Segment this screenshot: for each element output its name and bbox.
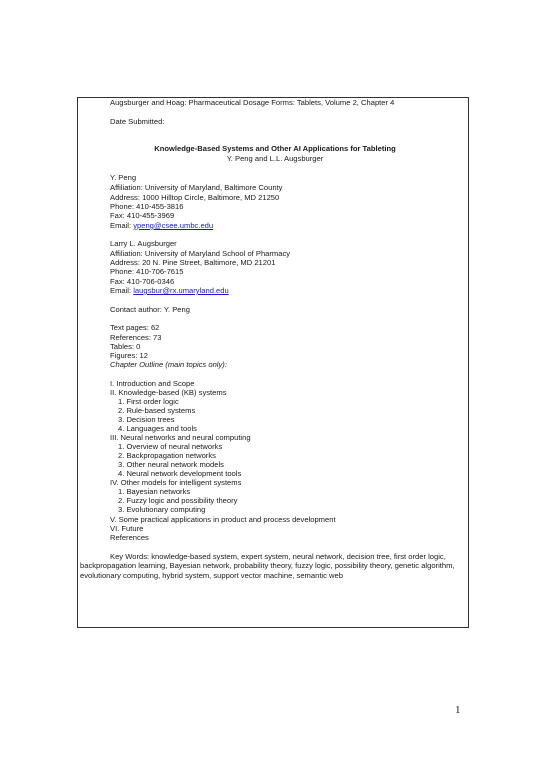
contact-author: Contact author: Y. Peng [110, 305, 190, 314]
stat-tables: Tables: 0 [110, 342, 141, 351]
outline-subsection: 2. Fuzzy logic and possibility theory [118, 496, 238, 505]
outline-section: II. Knowledge-based (KB) systems [110, 388, 227, 397]
outline-subsection: 3. Evolutionary computing [118, 505, 206, 514]
author2-address: Address: 20 N. Pine Street, Baltimore, MD 21201 [110, 258, 276, 267]
outline-subsection: 1. Overview of neural networks [118, 442, 223, 451]
page-number: 1 [455, 704, 461, 716]
outline-subsection: 3. Decision trees [118, 415, 175, 424]
outline-section: IV. Other models for intelligent systems [110, 478, 242, 487]
author1-email-line [110, 221, 213, 230]
stat-figures: Figures: 12 [110, 351, 148, 360]
outline-subsection: 3. Other neural network models [118, 460, 224, 469]
outline-section: V. Some practical applications in product and process development [110, 515, 336, 524]
outline-subsection: 4. Neural network development tools [118, 469, 242, 478]
author2-email-line [110, 286, 229, 295]
author2-affiliation: Affiliation: University of Maryland School of Pharmacy [110, 249, 291, 258]
date-submitted: Date Submitted: [110, 117, 165, 126]
author1-fax: Fax: 410-455-3969 [110, 211, 175, 220]
outline-section: I. Introduction and Scope [110, 379, 195, 388]
stat-references: References: 73 [110, 333, 162, 342]
running-title: Augsburger and Hoag: Pharmaceutical Dosage Forms: Tablets, Volume 2, Chapter 4 [110, 98, 395, 107]
author2-phone: Phone: 410-706-7615 [110, 267, 184, 276]
author1-affiliation: Affiliation: University of Maryland, Baltimore County [110, 183, 283, 192]
outline-section: VI. Future [110, 524, 144, 533]
paper-authors: Y. Peng and L.L. Augsburger [226, 154, 324, 163]
keywords-paragraph: Key Words: knowledge-based system, expert system, neural network, decision tree, first order logic, backpropagation learning, Bayesian network, probability theory, fuzzy logic, possibility theory, genetic algorithm, evolutionary computing, hybrid system, support vector machine, semantic web [80, 552, 455, 580]
outline-subsection: 2. Rule-based systems [118, 406, 196, 415]
outline-subsection: 4. Languages and tools [118, 424, 197, 433]
outline-references: References [110, 533, 149, 542]
stat-text-pages: Text pages: 62 [110, 323, 160, 332]
author1-name: Y. Peng [110, 173, 137, 182]
author2-fax: Fax: 410-706-0346 [110, 277, 175, 286]
author1-email-label: Email: [110, 221, 134, 230]
author1-phone: Phone: 410-455-3816 [110, 202, 184, 211]
author2-email-label: Email: [110, 286, 134, 295]
author1-address: Address: 1000 Hilltop Circle, Baltimore, MD 21250 [110, 193, 280, 202]
outline-subsection: 2. Backpropagation networks [118, 451, 216, 460]
outline-subsection: 1. Bayesian networks [118, 487, 191, 496]
outline-label: Chapter Outline (main topics only): [110, 360, 227, 369]
author2-name: Larry L. Augsburger [110, 239, 177, 248]
paper-title: Knowledge-Based Systems and Other AI Applications for Tableting [154, 144, 396, 153]
author1-email-link[interactable]: ypeng@csee.umbc.edu [133, 221, 214, 230]
outline-section: III. Neural networks and neural computing [110, 433, 251, 442]
author2-email-link[interactable]: laugsbur@rx.umaryland.edu [133, 286, 229, 295]
outline-subsection: 1. First order logic [118, 397, 179, 406]
